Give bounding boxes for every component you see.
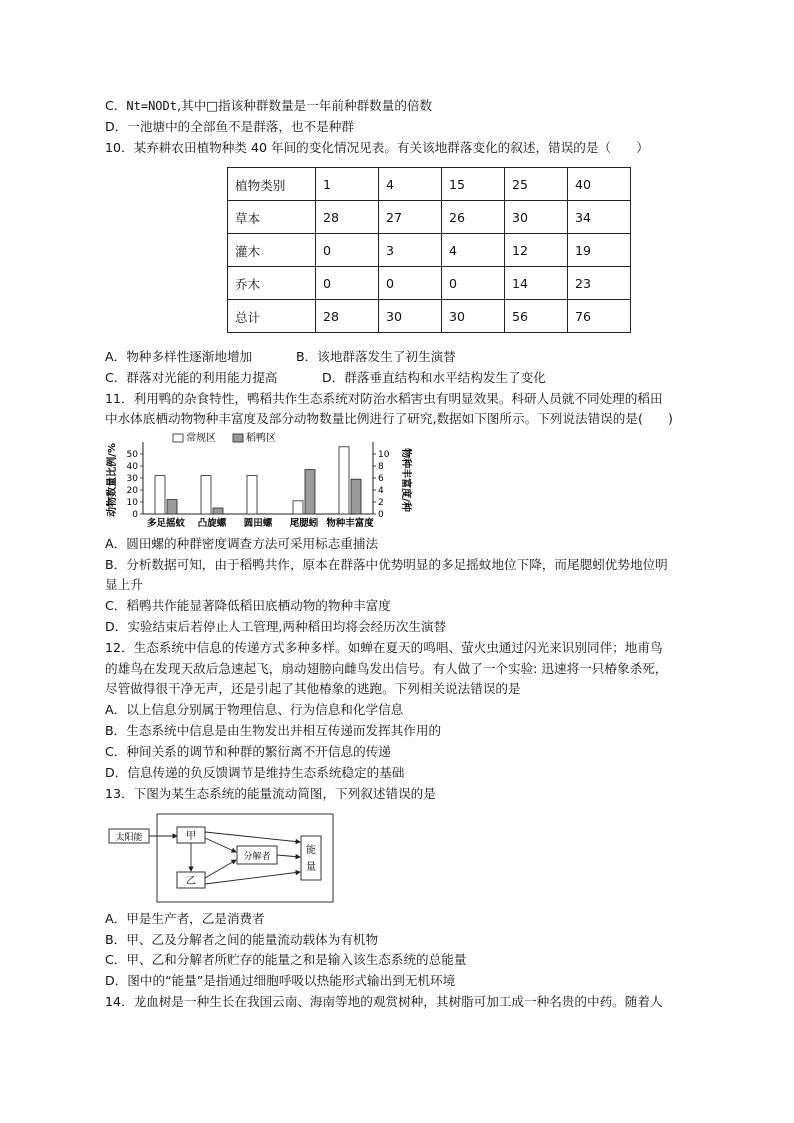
- x-tick-label: 圆田螺: [243, 518, 273, 529]
- bar-duck: [213, 508, 223, 514]
- x-tick-label: 多足摇蚊: [146, 518, 186, 529]
- bar-conventional: [293, 501, 303, 514]
- q10-stem: 10．某弃耕农田植物种类 40 年间的变化情况见表。有关该地群落变化的叙述，错误的是（ ）: [105, 140, 649, 155]
- y-tick-label-left: 10: [126, 498, 138, 508]
- arrow-a-to-decomposer: [205, 838, 236, 852]
- node-energy-label-1: 能: [306, 845, 316, 856]
- y-tick-label-left: 20: [126, 486, 138, 496]
- table-cell: 56: [505, 300, 568, 333]
- arrow-b-to-energy: [205, 872, 300, 884]
- table-cell: 3: [379, 234, 442, 267]
- y-axis-left-title: 动物数量比例/%: [107, 443, 118, 517]
- table-cell: 19: [568, 234, 631, 267]
- q9-option-c: C．Nt=NODt,其中□指该种群数量是一年前种群数量的倍数: [105, 98, 433, 113]
- node-decomposer-label: 分解者: [243, 852, 271, 862]
- q11-option-b-line2: 显上升: [105, 577, 143, 592]
- y-axis-right-title: 物种丰富度/种: [400, 448, 411, 512]
- table-cell: 0: [379, 267, 442, 300]
- arrow-decomposer-to-energy: [277, 855, 300, 857]
- bar-duck: [305, 470, 315, 514]
- sun-label: 太阳能: [115, 833, 143, 843]
- q10-option-c: C．群落对光能的利用能力提高: [105, 370, 278, 385]
- q13-option-a: A．甲是生产者，乙是消费者: [105, 911, 265, 926]
- table-cell: 0: [442, 267, 505, 300]
- q11-option-b-line1: B．分析数据可知，由于稻鸭共作，原本在群落中优势明显的多足摇蚊地位下降，而尾腮蚓优势地位明: [105, 557, 668, 572]
- y-tick-label-left: 50: [126, 450, 138, 460]
- node-energy-label-2: 量: [306, 862, 316, 873]
- bar-conventional: [247, 476, 257, 514]
- table-cell: 76: [568, 300, 631, 333]
- table-cell: 草本: [228, 201, 316, 234]
- table-header-row: [228, 168, 631, 201]
- q12-stem-line3: 尽管做得很干净无声，还是引起了其他椿象的逃跑。下列相关说法错误的是: [105, 681, 521, 696]
- table-cell: 27: [379, 201, 442, 234]
- q10-option-d: D．群落垂直结构和水平结构发生了变化: [322, 370, 546, 385]
- table-cell: 植物类别: [228, 168, 316, 201]
- table-cell: 30: [379, 300, 442, 333]
- node-b-label: 乙: [186, 876, 196, 887]
- bar-conventional: [201, 476, 211, 514]
- q12-stem-line2: 的雄鸟在发现天敌后急速起飞，扇动翅膀向雌鸟发出信号。有人做了一个实验: 迅速将一只椿象杀死，: [105, 661, 668, 676]
- bar-duck: [167, 500, 177, 514]
- y-tick-label-right: 0: [378, 510, 384, 520]
- chart-axes: [127, 442, 390, 520]
- y-tick-label-right: 6: [378, 474, 384, 484]
- arrow-b-to-decomposer: [205, 860, 236, 878]
- legend-swatch-conventional: [173, 434, 183, 442]
- table-cell: 1: [316, 168, 379, 201]
- chart-bars: [155, 447, 361, 514]
- table-cell: 26: [442, 201, 505, 234]
- y-tick-label-right: 2: [378, 498, 384, 508]
- table-cell: 乔木: [228, 267, 316, 300]
- table-cell: 总计: [228, 300, 316, 333]
- chart-category-labels: [147, 517, 374, 529]
- q12-option-c: C．种间关系的调节和种群的繁衍离不开信息的传递: [105, 744, 391, 759]
- table-cell: 14: [505, 267, 568, 300]
- table-cell: 0: [316, 234, 379, 267]
- q9-option-d: D．一池塘中的全部鱼不是群落，也不是种群: [105, 119, 354, 134]
- q12-option-b: B．生态系统中信息是由生物发出并相互传递而发挥其作用的: [105, 723, 442, 738]
- q10-table: [227, 167, 631, 333]
- table-cell: 0: [316, 267, 379, 300]
- q14-stem: 14．龙血树是一种生长在我国云南、海南等地的观赏树种，其树脂可加工成一种名贵的中药。随着人: [105, 994, 663, 1009]
- table-cell: 15: [442, 168, 505, 201]
- table-row: [228, 267, 631, 300]
- table-cell: 灌木: [228, 234, 316, 267]
- table-cell: 28: [316, 201, 379, 234]
- x-tick-label: 凸旋螺: [197, 518, 227, 529]
- bar-conventional: [155, 476, 165, 514]
- table-cell: 40: [568, 168, 631, 201]
- bar-conventional: [339, 447, 349, 514]
- q12-stem-line1: 12．生态系统中信息的传递方式多种多样。如蝉在夏天的鸣唱、萤火虫通过闪光来识别同伴；地甫鸟: [105, 640, 663, 655]
- table-cell: 30: [505, 201, 568, 234]
- table-cell: 23: [568, 267, 631, 300]
- node-energy: [301, 836, 321, 880]
- table-cell: 30: [442, 300, 505, 333]
- y-tick-label-right: 10: [378, 450, 390, 460]
- table-row: [228, 201, 631, 234]
- arrow-a-to-energy: [205, 832, 300, 842]
- q11-stem-line1: 11．利用鸭的杂食特性，鸭稻共作生态系统对防治水稻害虫有明显效果。科研人员就不同处理的稻田: [105, 391, 663, 406]
- table-cell: 28: [316, 300, 379, 333]
- legend-swatch-duck: [233, 434, 243, 442]
- table-cell: 12: [505, 234, 568, 267]
- q11-bar-chart: [103, 428, 413, 532]
- x-tick-label: 物种丰富度: [326, 518, 374, 529]
- legend-label-conventional: 常规区: [186, 433, 216, 444]
- bar-duck: [351, 479, 361, 514]
- q13-option-d: D．图中的“能量”是指通过细胞呼吸以热能形式输出到无机环境: [105, 973, 456, 988]
- table-row: [228, 234, 631, 267]
- y-tick-label-right: 8: [378, 462, 384, 472]
- q12-option-d: D．信息传递的负反馈调节是维持生态系统稳定的基础: [105, 765, 405, 780]
- q13-stem: 13．下图为某生态系统的能量流动简图，下列叙述错误的是: [105, 786, 436, 801]
- q11-option-d: D．实验结束后若停止人工管理,两种稻田均将会经历次生演替: [105, 619, 447, 634]
- table-cell: 34: [568, 201, 631, 234]
- q11-option-c: C．稻鸭共作能显著降低稻田底栖动物的物种丰富度: [105, 598, 391, 613]
- q13-energy-flow-diagram: [107, 808, 337, 908]
- table-row: [228, 300, 631, 333]
- legend-label-duck: 稻鸭区: [246, 433, 276, 444]
- table-cell: 4: [442, 234, 505, 267]
- q11-stem-line2: 中水体底栖动物物种丰富度及部分动物数量比例进行了研究,数据如下图所示。下列说法错误的是( ): [105, 411, 673, 426]
- q13-option-c: C．甲、乙和分解者所贮存的能量之和是输入该生态系统的总能量: [105, 952, 467, 967]
- q10-option-b: B．该地群落发生了初生演替: [296, 349, 456, 364]
- q12-option-a: A．以上信息分别属于物理信息、行为信息和化学信息: [105, 702, 404, 717]
- chart-legend: [173, 431, 276, 444]
- y-tick-label-right: 4: [378, 486, 384, 496]
- q10-option-a: A．物种多样性逐渐地增加: [105, 349, 253, 364]
- table-cell: 25: [505, 168, 568, 201]
- q13-option-b: B．甲、乙及分解者之间的能量流动载体为有机物: [105, 932, 379, 947]
- q11-option-a: A．圆田螺的种群密度调查方法可采用标志重捕法: [105, 536, 379, 551]
- x-tick-label: 尾腮蚓: [289, 518, 319, 529]
- y-tick-label-left: 40: [126, 462, 138, 472]
- y-tick-label-left: 30: [126, 474, 138, 484]
- node-a-label: 甲: [186, 831, 196, 842]
- table-cell: 4: [379, 168, 442, 201]
- y-tick-label-left: 0: [132, 510, 138, 520]
